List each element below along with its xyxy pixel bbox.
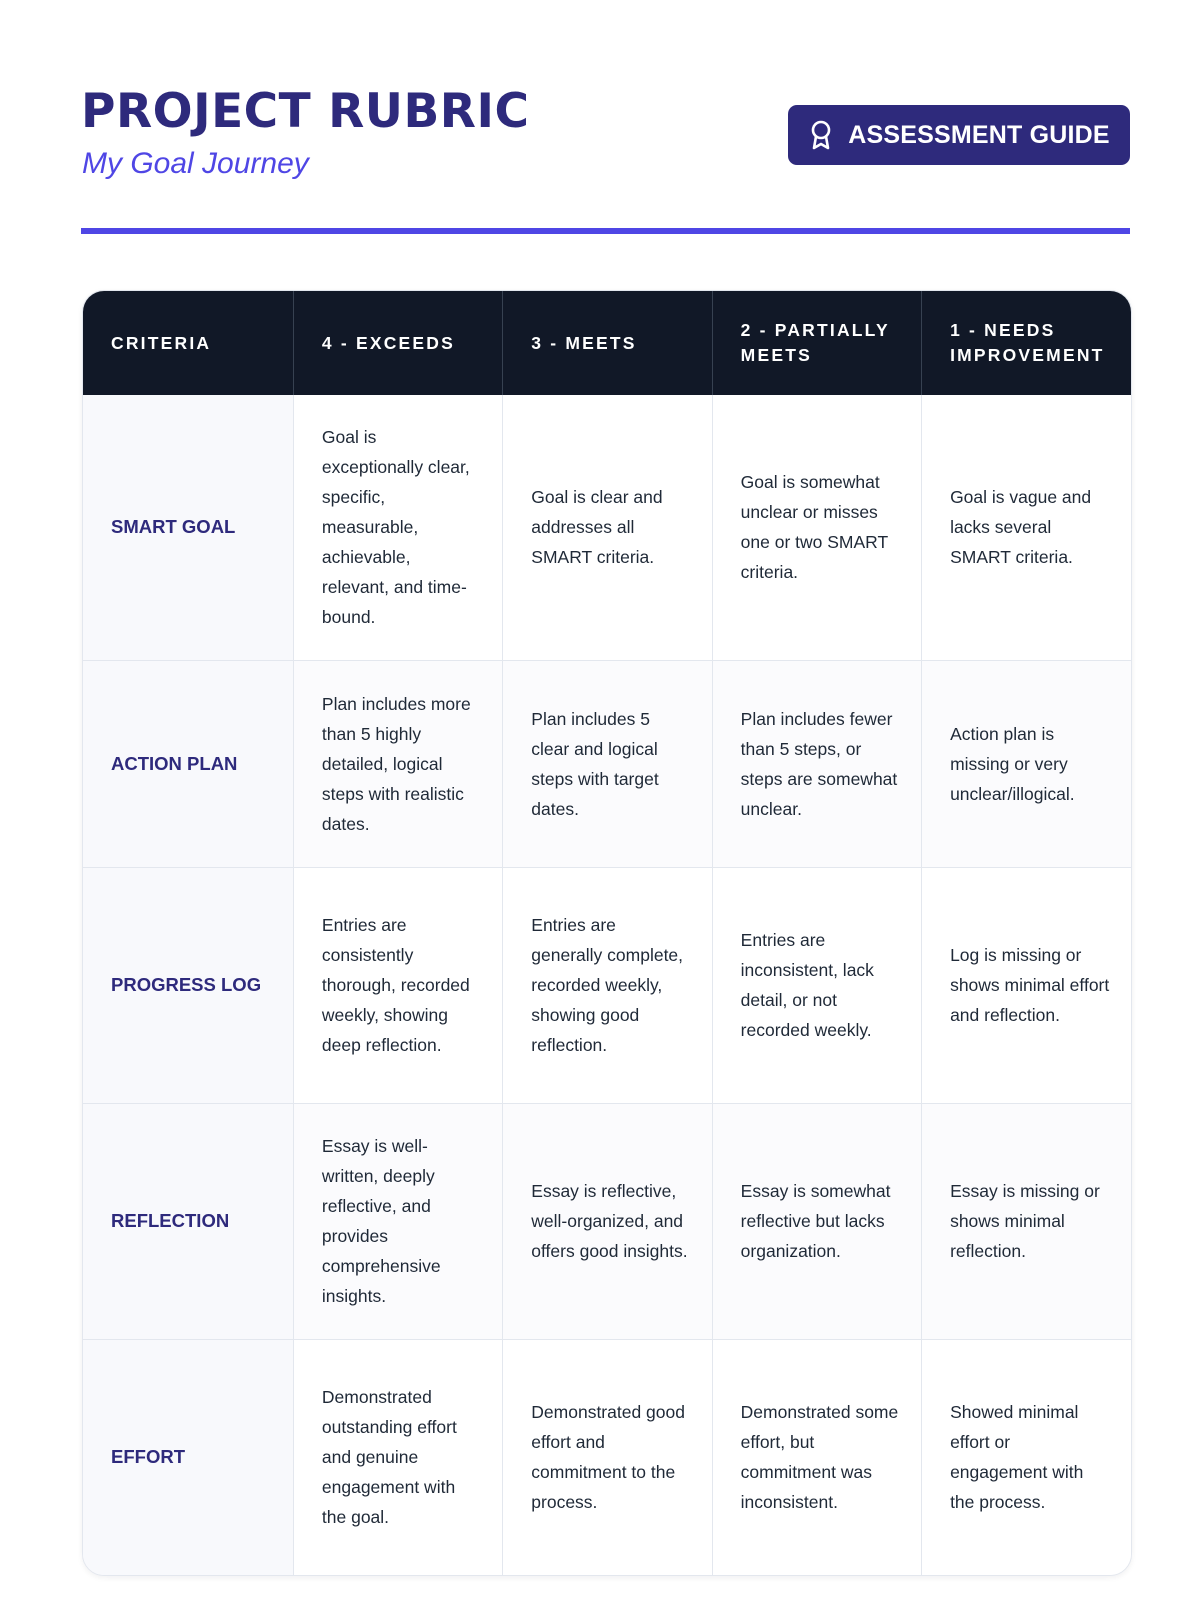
rubric-cell-needs-improvement: Showed minimal effort or engagement with the process.	[922, 1339, 1131, 1575]
criterion-label: REFLECTION	[83, 1103, 293, 1339]
rubric-cell-needs-improvement: Log is missing or shows minimal effort and reflection.	[922, 867, 1131, 1103]
criterion-label: EFFORT	[83, 1339, 293, 1575]
rubric-cell-partially-meets: Goal is somewhat unclear or misses one or two SMART criteria.	[712, 395, 921, 660]
rubric-cell-meets: Plan includes 5 clear and logical steps with target dates.	[503, 660, 712, 867]
rubric-cell-exceeds: Entries are consistently thorough, recorded weekly, showing deep reflection.	[293, 867, 502, 1103]
column-header-criteria: CRITERIA	[83, 291, 293, 395]
criterion-label: ACTION PLAN	[83, 660, 293, 867]
rubric-table-card	[82, 290, 1132, 1576]
rubric-cell-partially-meets: Demonstrated some effort, but commitment was inconsistent.	[712, 1339, 921, 1575]
header-divider	[81, 228, 1130, 234]
rubric-cell-meets: Entries are generally complete, recorded weekly, showing good reflection.	[503, 867, 712, 1103]
table-row	[83, 395, 1131, 660]
rubric-cell-exceeds: Plan includes more than 5 highly detailed, logical steps with realistic dates.	[293, 660, 502, 867]
table-row	[83, 867, 1131, 1103]
rubric-cell-needs-improvement: Goal is vague and lacks several SMART criteria.	[922, 395, 1131, 660]
rubric-cell-meets: Demonstrated good effort and commitment to the process.	[503, 1339, 712, 1575]
rubric-cell-meets: Goal is clear and addresses all SMART criteria.	[503, 395, 712, 660]
table-row	[83, 1103, 1131, 1339]
rubric-cell-exceeds: Goal is exceptionally clear, specific, measurable, achievable, relevant, and time-bound.	[293, 395, 502, 660]
table-row	[83, 660, 1131, 867]
assessment-guide-label: ASSESSMENT GUIDE	[848, 120, 1110, 149]
column-header-needs-improvement: 1 - NEEDS IMPROVEMENT	[922, 291, 1131, 395]
page-title: PROJECT RUBRIC	[81, 84, 530, 139]
page-header	[81, 84, 1130, 184]
criterion-label: SMART GOAL	[83, 395, 293, 660]
page-subtitle: My Goal Journey	[82, 147, 309, 180]
table-row	[83, 1339, 1131, 1575]
rubric-cell-exceeds: Demonstrated outstanding effort and genuine engagement with the goal.	[293, 1339, 502, 1575]
rubric-cell-partially-meets: Essay is somewhat reflective but lacks organization.	[712, 1103, 921, 1339]
rubric-cell-meets: Essay is reflective, well-organized, and offers good insights.	[503, 1103, 712, 1339]
header-row	[83, 291, 1131, 395]
column-header-meets: 3 - MEETS	[503, 291, 712, 395]
rubric-cell-exceeds: Essay is well-written, deeply reflective, and provides comprehensive insights.	[293, 1103, 502, 1339]
column-header-partially-meets: 2 - PARTIALLY MEETS	[712, 291, 921, 395]
rubric-cell-partially-meets: Plan includes fewer than 5 steps, or steps are somewhat unclear.	[712, 660, 921, 867]
column-header-exceeds: 4 - EXCEEDS	[293, 291, 502, 395]
award-ribbon-icon	[808, 119, 834, 151]
rubric-cell-needs-improvement: Action plan is missing or very unclear/illogical.	[922, 660, 1131, 867]
rubric-cell-needs-improvement: Essay is missing or shows minimal reflection.	[922, 1103, 1131, 1339]
rubric-header	[83, 291, 1131, 395]
assessment-guide-button[interactable]	[788, 105, 1130, 165]
rubric-body	[83, 395, 1131, 1575]
rubric-cell-partially-meets: Entries are inconsistent, lack detail, or not recorded weekly.	[712, 867, 921, 1103]
rubric-table	[83, 291, 1131, 1575]
criterion-label: PROGRESS LOG	[83, 867, 293, 1103]
